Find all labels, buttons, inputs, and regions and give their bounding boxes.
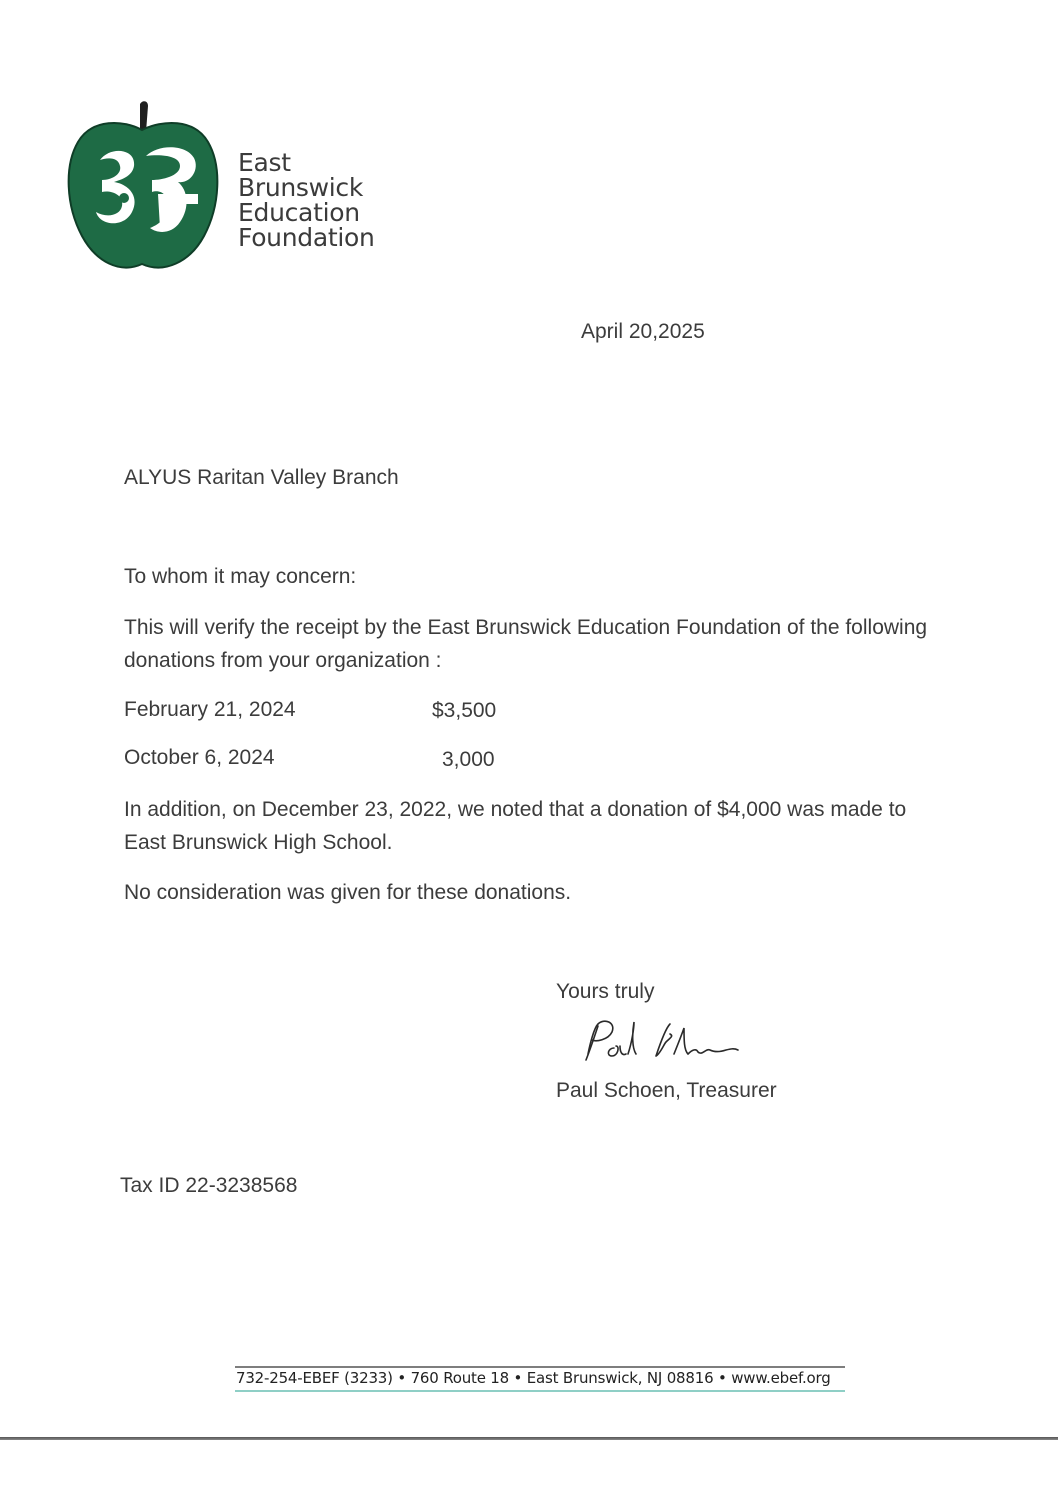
org-name-line: Foundation [238,223,375,252]
consideration-statement: No consideration was given for these donations. [124,881,572,904]
recipient: ALYUS Raritan Valley Branch [124,466,399,489]
page-edge [0,1437,1058,1440]
donation-date: February 21, 2024 [124,698,296,721]
salutation: To whom it may concern: [124,565,357,588]
donation-amount: $3,500 [432,699,497,722]
tax-id: Tax ID 22-3238568 [120,1174,298,1197]
donation-amount: 3,000 [442,748,495,771]
org-name-line: East [238,148,291,177]
closing: Yours truly [556,980,655,1003]
intro-paragraph: This will verify the receipt by the East Brunswick Education Foundation of the following donations from your organization : [124,616,928,672]
ebef-apple-logo-icon [62,98,224,276]
signer-name: Paul Schoen, Treasurer [556,1079,777,1102]
footer-contact: 732-254-EBEF (3233) • 760 Route 18 • East Brunswick, NJ 08816 • www.ebef.org [236,1369,831,1387]
footer-divider-bottom [235,1390,845,1392]
org-name-line: Education [238,198,360,227]
org-name [238,150,375,250]
donation-date: October 6, 2024 [124,746,275,769]
handwritten-signature [574,1014,742,1070]
letter-date: April 20,2025 [581,320,705,343]
addition-paragraph: In addition, on December 23, 2022, we noted that a donation of $4,000 was made to East Brunswick High School. [124,798,907,854]
org-name-line: Brunswick [238,173,364,202]
